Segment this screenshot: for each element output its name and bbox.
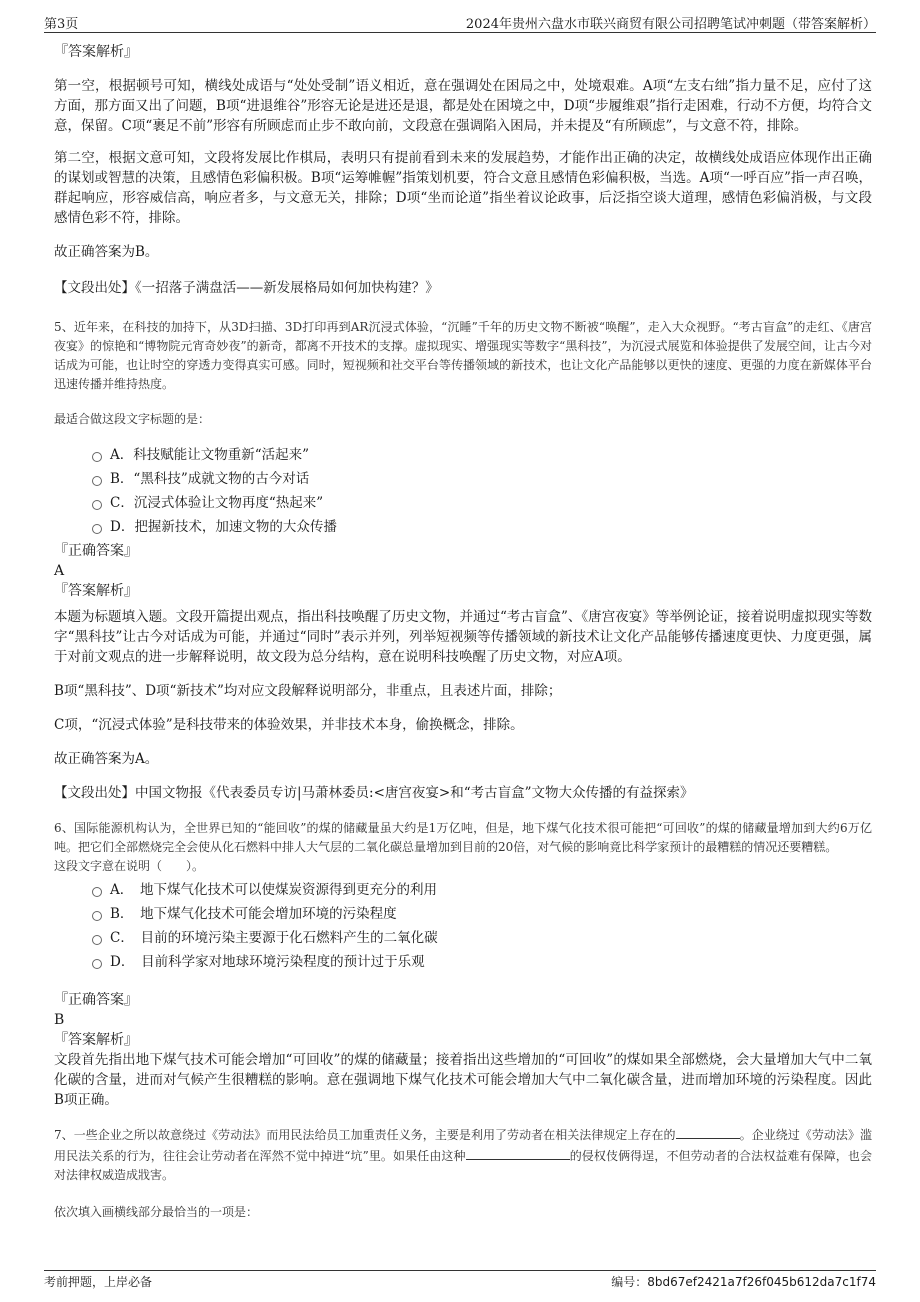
- radio-icon[interactable]: [92, 524, 102, 534]
- radio-icon[interactable]: [92, 935, 102, 945]
- answer-conclusion: 故正确答案为A。: [54, 751, 159, 767]
- question-stem: 6、国际能源机构认为，全世界已知的“能回收”的煤的储藏量虽大约是1万亿吨，但是，地下煤气化技术很可能把“可回收”的煤的储藏量增加到大约6万亿吨。把它们全部燃烧完全会使从化石燃料中排人大气层的二氧化碳总量增加到目前的20倍，对气候的影响竟比科学家预计的最糟糕的情况还要糟糕。: [54, 821, 872, 854]
- question-prompt: 最适合做这段文字标题的是：: [54, 412, 211, 426]
- correct-answer: A: [54, 563, 65, 579]
- answer-conclusion: 故正确答案为B。: [54, 244, 159, 260]
- radio-icon[interactable]: [92, 911, 102, 921]
- question-prompt: 依次填入画横线部分最恰当的一项是：: [54, 1205, 259, 1219]
- page-number: 第3页: [44, 17, 79, 32]
- document-id: 编号：8bd67ef2421a7f26f045b612da7c1f74: [611, 1275, 876, 1289]
- analysis-paragraph: 本题为标题填入题。文段开篇提出观点，指出科技唤醒了历史文物，并通过“考古盲盒”、《唐宫夜宴》等举例论证，接着说明虚拟现实等数字“黑科技”让古今对话成为可能，并通过“同时”表示并列，列举短视频等传播领域的新技术让文化产品能够传播速度更快、力度更强，属于对前文观点的进一步解释说明，故文段为总分结构，意在说明科技唤醒了历史文物，对应A项。: [54, 609, 872, 665]
- radio-icon[interactable]: [92, 452, 102, 462]
- analysis-paragraph: 第一空，根据顿号可知，横线处成语与“处处受制”语义相近，意在强调处在困局之中，处境艰难。A项“左支右绌”指力量不足，应付了这方面，那方面又出了问题，B项“进退维谷”形容无论是进还是退，都是处在困境之中，D项“步履维艰”指行走困难，行动不方便，均符合文意，保留。C项“裹足不前”形容有所顾虑而止步不敢向前，文段意在强调陷入困局，并未提及“有所顾虑”，与文意不符，排除。: [54, 78, 872, 134]
- radio-icon[interactable]: [92, 500, 102, 510]
- analysis-paragraph: 第二空，根据文意可知，文段将发展比作棋局，表明只有提前看到未来的发展趋势，才能作出正确的决定，故横线处成语应体现作出正确的谋划或智慧的决策，且感情色彩偏积极。B项“运筹帷幄”指策划机要，符合文意且感情色彩偏积极，当选。A项“一呼百应”指一声召唤，群起响应，形容威信高，响应者多，与文意无关，排除；D项“坐而论道”指坐着议论政事，后泛指空谈大道理，感情色彩偏消极，与文段感情色彩不符，排除。: [54, 150, 872, 226]
- analysis-paragraph: 文段首先指出地下煤气技术可能会增加“可回收”的煤的储藏量；接着指出这些增加的“可回收”的煤如果全部燃烧，会大量增加大气中二氧化碳的含量，进而对气候产生很糟糕的影响。意在强调地下煤气化技术可能会增加大气中二氧化碳含量，进而增加环境的污染程度。因此B项正确。: [54, 1052, 872, 1108]
- option-c[interactable]: C．沉浸式体验让文物再度“热起来”: [54, 493, 872, 513]
- analysis-label: 『答案解析』: [54, 44, 138, 60]
- analysis-paragraph: B项“黑科技”、D项“新技术”均对应文段解释说明部分，非重点，且表述片面，排除；: [54, 683, 562, 699]
- fill-blank-1[interactable]: [676, 1124, 740, 1139]
- options-list: [54, 880, 872, 972]
- option-a[interactable]: A．科技赋能让文物重新“活起来”: [54, 445, 872, 465]
- option-d[interactable]: D．把握新技术，加速文物的大众传播: [54, 517, 872, 537]
- document-body: [54, 42, 872, 1222]
- source-citation: 【文段出处】中国文物报《代表委员专访|马萧林委员:<唐宫夜宴>和“考古盲盒”文物大众传播的有益探索》: [54, 785, 694, 801]
- option-c[interactable]: C． 目前的环境污染主要源于化石燃料产生的二氧化碳: [54, 928, 872, 948]
- radio-icon[interactable]: [92, 476, 102, 486]
- correct-answer-label: 『正确答案』: [54, 543, 138, 559]
- analysis-paragraph: C项，“沉浸式体验”是科技带来的体验效果，并非技术本身，偷换概念，排除。: [54, 717, 524, 733]
- page-footer: [44, 1270, 876, 1291]
- source-citation: 【文段出处】《一招落子满盘活——新发展格局如何加快构建？》: [54, 280, 439, 296]
- fill-blank-2[interactable]: [466, 1145, 570, 1160]
- radio-icon[interactable]: [92, 887, 102, 897]
- page-header: [44, 10, 876, 33]
- question-prompt: 这段文字意在说明（ ）。: [54, 859, 205, 873]
- option-b[interactable]: B． 地下煤气化技术可能会增加环境的污染程度: [54, 904, 872, 924]
- option-b[interactable]: B．“黑科技”成就文物的古今对话: [54, 469, 872, 489]
- option-a[interactable]: A． 地下煤气化技术可以使煤炭资源得到更充分的利用: [54, 880, 872, 900]
- analysis-label: 『答案解析』: [54, 583, 138, 599]
- option-d[interactable]: D． 目前科学家对地球环境污染程度的预计过于乐观: [54, 952, 872, 972]
- document-title: 2024年贵州六盘水市联兴商贸有限公司招聘笔试冲刺题（带答案解析）: [465, 17, 876, 32]
- options-list: [54, 445, 872, 537]
- question-stem: 7、一些企业之所以故意绕过《劳动法》而用民法给员工加重责任义务，主要是利用了劳动者在相关法律规定上存在的 。企业绕过《劳动法》滥用民法关系的行为，往往会让劳动者在浑然不觉中掉进“坑”里。如果任由这种 的侵权伎俩得逞，不但劳动者的合法权益难有保障，也会对法律权威造成戕害。: [54, 1124, 872, 1185]
- radio-icon[interactable]: [92, 959, 102, 969]
- question-stem: 5、近年来，在科技的加持下，从3D扫描、3D打印再到AR沉浸式体验，“沉睡”千年的历史文物不断被“唤醒”，走入大众视野。“考古盲盒”的走红、《唐宫夜宴》的惊艳和“博物院元宵奇妙夜”的新奇，都离不开技术的支撑。虚拟现实、增强现实等数字“黑科技”，为沉浸式展览和体验提供了发展空间，让古今对话成为可能，也让时空的穿透力变得真实可感。同时，短视频和社交平台等传播领域的新技术，也让文化产品能够以更快的速度、更强的力度在新媒体平台迅速传播并维持热度。: [54, 320, 872, 391]
- footer-slogan: 考前押题，上岸必备: [44, 1275, 153, 1289]
- correct-answer-label: 『正确答案』: [54, 992, 138, 1008]
- correct-answer: B: [54, 1012, 65, 1028]
- analysis-label: 『答案解析』: [54, 1032, 138, 1048]
